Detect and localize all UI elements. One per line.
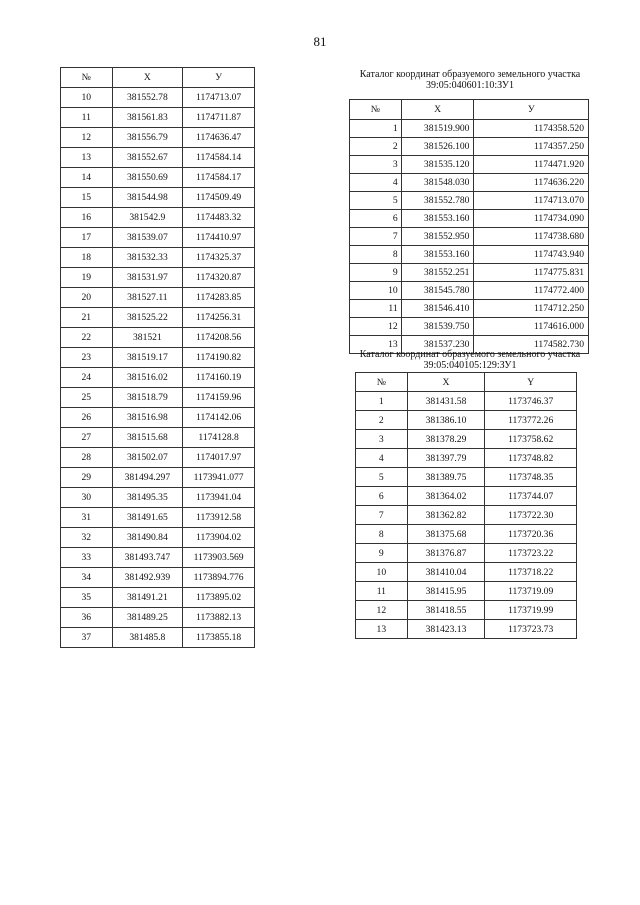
cell-x: 381389.75 [407,468,485,487]
cell-number: 33 [61,548,113,568]
cell-number: 10 [356,563,408,582]
cell-x: 381552.780 [401,192,474,210]
cell-number: 22 [61,328,113,348]
cell-x: 381531.97 [112,268,183,288]
table-row [61,128,255,148]
cell-number: 31 [61,508,113,528]
cell-number: 19 [61,268,113,288]
cell-number: 37 [61,628,113,648]
caption-cadastral-number: 39:05:040601:10:ЗУ1 [426,80,514,91]
cell-number: 4 [350,174,402,192]
table-row [61,88,255,108]
table-row [61,228,255,248]
cell-number: 11 [350,300,402,318]
cell-x: 381397.79 [407,449,485,468]
cell-x: 381527.11 [112,288,183,308]
cell-x: 381485.8 [112,628,183,648]
table-row [61,548,255,568]
table-row [356,392,577,411]
cell-x: 381495.35 [112,488,183,508]
cell-y: 1174256.31 [183,308,255,328]
cell-y: 1174283.85 [183,288,255,308]
cell-number: 3 [356,430,408,449]
cell-y: 1174713.070 [474,192,589,210]
cell-x: 381378.29 [407,430,485,449]
cell-number: 20 [61,288,113,308]
cell-y: 1173904.02 [183,528,255,548]
cell-y: 1174584.17 [183,168,255,188]
cell-x: 381550.69 [112,168,183,188]
cell-y: 1173746.37 [485,392,577,411]
cell-number: 26 [61,408,113,428]
cell-number: 6 [350,210,402,228]
table-row [350,156,589,174]
cell-x: 381553.160 [401,246,474,264]
cell-number: 7 [350,228,402,246]
table-row [350,192,589,210]
table-row [356,449,577,468]
cell-y: 1174128.8 [183,428,255,448]
cell-y: 1173718.22 [485,563,577,582]
cell-y: 1174483.32 [183,208,255,228]
cell-y: 1174711.87 [183,108,255,128]
cell-number: 10 [350,282,402,300]
cell-y: 1174357.250 [474,138,589,156]
table-row [350,282,589,300]
column-header-y: Y [485,373,577,392]
caption-title: Каталог координат образуемого земельного участка [359,69,581,80]
column-header-number: № [61,68,113,88]
cell-x: 381546.410 [401,300,474,318]
cell-number: 36 [61,608,113,628]
cell-y: 1173719.99 [485,601,577,620]
cell-number: 23 [61,348,113,368]
column-header-x: Х [112,68,183,88]
cell-x: 381553.160 [401,210,474,228]
cell-y: 1174320.87 [183,268,255,288]
table-row [350,228,589,246]
cell-x: 381502.07 [112,448,183,468]
table-row [356,563,577,582]
cell-x: 381518.79 [112,388,183,408]
column-header-y: У [183,68,255,88]
cell-x: 381418.55 [407,601,485,620]
cell-y: 1174734.090 [474,210,589,228]
cell-y: 1174208.56 [183,328,255,348]
cell-y: 1173758.62 [485,430,577,449]
cell-x: 381431.58 [407,392,485,411]
cell-x: 381521 [112,328,183,348]
cell-number: 12 [350,318,402,336]
cell-number: 10 [61,88,113,108]
table-row [350,138,589,156]
cell-x: 381552.67 [112,148,183,168]
cell-number: 3 [350,156,402,174]
table-row [61,188,255,208]
cell-x: 381526.100 [401,138,474,156]
table-caption-zu-040105 [320,349,620,371]
table-header-row [350,100,589,120]
cell-y: 1173855.18 [183,628,255,648]
cell-y: 1173748.35 [485,468,577,487]
cell-x: 381519.900 [401,120,474,138]
cell-y: 1174582.730 [474,336,589,354]
cell-y: 1174160.19 [183,368,255,388]
cell-x: 381386.10 [407,411,485,430]
cell-number: 34 [61,568,113,588]
cell-x: 381537.230 [401,336,474,354]
table-row [61,608,255,628]
cell-x: 381519.17 [112,348,183,368]
cell-number: 14 [61,168,113,188]
table-row [350,300,589,318]
cell-y: 1173772.26 [485,411,577,430]
cell-y: 1174159.96 [183,388,255,408]
cell-number: 12 [356,601,408,620]
cell-number: 11 [61,108,113,128]
cell-y: 1173882.13 [183,608,255,628]
cell-y: 1174636.47 [183,128,255,148]
cell-number: 35 [61,588,113,608]
cell-x: 381532.33 [112,248,183,268]
table-row [356,525,577,544]
cell-number: 2 [356,411,408,430]
cell-y: 1173722.30 [485,506,577,525]
cell-number: 9 [356,544,408,563]
cell-x: 381493.747 [112,548,183,568]
table-row [61,408,255,428]
cell-y: 1174713.07 [183,88,255,108]
cell-number: 12 [61,128,113,148]
table-row [61,168,255,188]
cell-y: 1174743.940 [474,246,589,264]
coordinates-table-zu-040105 [355,372,577,639]
cell-y: 1173720.36 [485,525,577,544]
cell-x: 381364.02 [407,487,485,506]
cell-x: 381362.82 [407,506,485,525]
table-row [61,628,255,648]
cell-x: 381376.87 [407,544,485,563]
table-header-row [61,68,255,88]
cell-number: 6 [356,487,408,506]
cell-x: 381410.04 [407,563,485,582]
table-row [61,148,255,168]
cell-y: 1174584.14 [183,148,255,168]
coordinates-table-zu-040601 [349,99,589,354]
table-caption-zu-040601 [320,69,620,91]
cell-y: 1173723.73 [485,620,577,639]
table-row [61,308,255,328]
cell-number: 4 [356,449,408,468]
cell-number: 9 [350,264,402,282]
table-row [356,620,577,639]
cell-x: 381548.030 [401,174,474,192]
cell-y: 1174017.97 [183,448,255,468]
cell-number: 25 [61,388,113,408]
cell-y: 1174775.831 [474,264,589,282]
cell-number: 11 [356,582,408,601]
caption-title: Каталог координат образуемого земельного участка [359,349,581,360]
cell-x: 381490.84 [112,528,183,548]
table-row [61,568,255,588]
table-row [61,428,255,448]
table-row [61,528,255,548]
table-row [356,582,577,601]
cell-y: 1173895.02 [183,588,255,608]
table-row [356,601,577,620]
column-header-x: X [407,373,485,392]
cell-y: 1174190.82 [183,348,255,368]
cell-y: 1174142.06 [183,408,255,428]
cell-x: 381492.939 [112,568,183,588]
caption-cadastral-number: 39:05:040105:129:ЗУ1 [423,360,517,371]
cell-y: 1173719.09 [485,582,577,601]
table-row [61,388,255,408]
cell-x: 381539.07 [112,228,183,248]
table-row [61,208,255,228]
table-header-row [356,373,577,392]
cell-number: 8 [356,525,408,544]
cell-y: 1174738.680 [474,228,589,246]
cell-number: 17 [61,228,113,248]
cell-x: 381535.120 [401,156,474,174]
cell-x: 381494.297 [112,468,183,488]
table-row [61,368,255,388]
cell-y: 1174772.400 [474,282,589,300]
cell-x: 381552.78 [112,88,183,108]
table-row [356,487,577,506]
table-row [61,348,255,368]
cell-x: 381552.251 [401,264,474,282]
cell-x: 381491.65 [112,508,183,528]
cell-number: 28 [61,448,113,468]
cell-number: 8 [350,246,402,264]
column-header-y: У [474,100,589,120]
cell-number: 13 [356,620,408,639]
table-row [350,264,589,282]
cell-number: 24 [61,368,113,388]
table-row [350,120,589,138]
cell-number: 13 [61,148,113,168]
table-row [356,411,577,430]
column-header-x: Х [401,100,474,120]
table-row [61,268,255,288]
column-header-number: № [350,100,402,120]
cell-y: 1173903.569 [183,548,255,568]
cell-x: 381415.95 [407,582,485,601]
cell-y: 1174509.49 [183,188,255,208]
table-row [350,318,589,336]
cell-y: 1174636.220 [474,174,589,192]
cell-y: 1174712.250 [474,300,589,318]
cell-number: 29 [61,468,113,488]
cell-number: 5 [350,192,402,210]
table-row [61,508,255,528]
cell-number: 15 [61,188,113,208]
cell-y: 1173894.776 [183,568,255,588]
table-row [61,588,255,608]
cell-number: 27 [61,428,113,448]
cell-y: 1174325.37 [183,248,255,268]
column-header-number: № [356,373,408,392]
cell-x: 381423.13 [407,620,485,639]
cell-y: 1174358.520 [474,120,589,138]
cell-y: 1173723.22 [485,544,577,563]
cell-x: 381542.9 [112,208,183,228]
table-row [61,108,255,128]
cell-y: 1173941.077 [183,468,255,488]
cell-y: 1174616.000 [474,318,589,336]
cell-number: 21 [61,308,113,328]
table-row [350,174,589,192]
cell-x: 381491.21 [112,588,183,608]
table-row [356,506,577,525]
cell-x: 381561.83 [112,108,183,128]
page-number: 81 [313,34,327,49]
cell-number: 18 [61,248,113,268]
cell-number: 16 [61,208,113,228]
cell-x: 381375.68 [407,525,485,544]
table-row [61,248,255,268]
cell-x: 381545.780 [401,282,474,300]
table-row [356,468,577,487]
cell-number: 7 [356,506,408,525]
cell-number: 30 [61,488,113,508]
cell-y: 1173748.82 [485,449,577,468]
cell-x: 381515.68 [112,428,183,448]
table-row [61,468,255,488]
cell-y: 1173912.58 [183,508,255,528]
cell-x: 381516.02 [112,368,183,388]
cell-x: 381489.25 [112,608,183,628]
cell-x: 381552.950 [401,228,474,246]
table-row [356,430,577,449]
cell-x: 381539.750 [401,318,474,336]
table-row [61,448,255,468]
coordinates-table-continued [60,67,255,648]
table-row [61,488,255,508]
cell-number: 32 [61,528,113,548]
table-row [350,210,589,228]
cell-y: 1173744.07 [485,487,577,506]
table-row [61,288,255,308]
cell-y: 1174410.97 [183,228,255,248]
cell-number: 2 [350,138,402,156]
cell-y: 1174471.920 [474,156,589,174]
cell-number: 1 [350,120,402,138]
cell-number: 5 [356,468,408,487]
cell-x: 381544.98 [112,188,183,208]
cell-x: 381556.79 [112,128,183,148]
cell-y: 1173941.04 [183,488,255,508]
table-row [356,544,577,563]
cell-number: 13 [350,336,402,354]
table-row [61,328,255,348]
cell-number: 1 [356,392,408,411]
cell-x: 381516.98 [112,408,183,428]
table-row [350,246,589,264]
cell-x: 381525.22 [112,308,183,328]
